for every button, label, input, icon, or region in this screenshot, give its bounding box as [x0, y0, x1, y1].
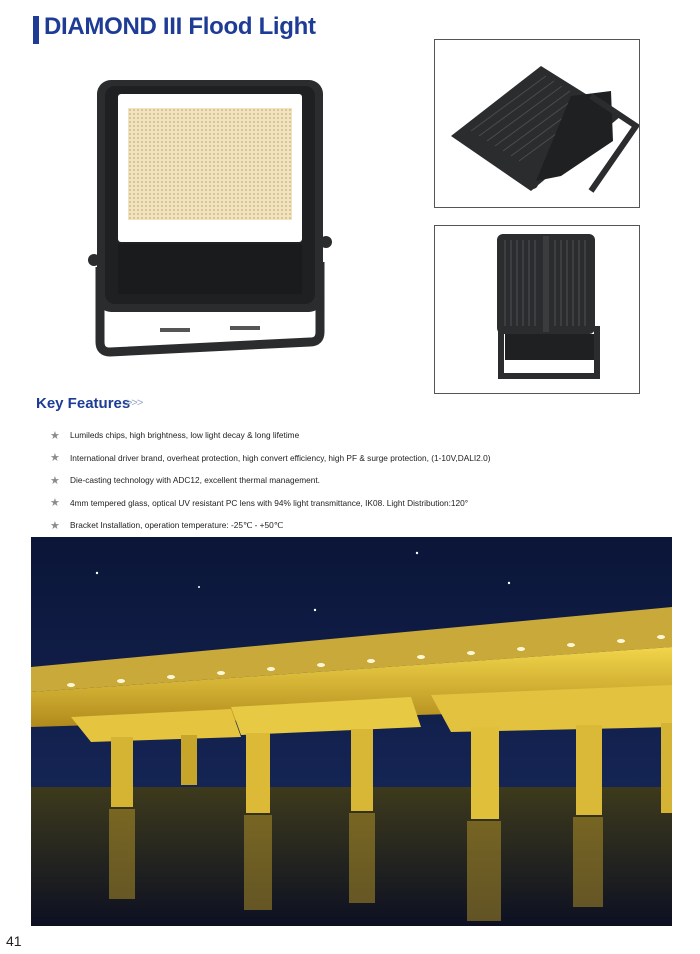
feature-text: 4mm tempered glass, optical UV resistant PC lens with 94% light transmittance, IK08. Light Distribution:120°	[70, 497, 469, 508]
product-back-image	[434, 225, 640, 394]
feature-list	[50, 424, 670, 537]
title-accent-bar	[33, 16, 39, 44]
list-item	[50, 492, 670, 515]
star-icon: ★	[50, 429, 60, 442]
bridge-application-photo	[31, 537, 672, 926]
list-item	[50, 514, 670, 537]
star-icon: ★	[50, 497, 60, 510]
product-angled-image	[434, 39, 640, 208]
page-number: 41	[6, 933, 22, 949]
page-title: DIAMOND III Flood Light	[44, 13, 316, 40]
list-item	[50, 469, 670, 492]
list-item	[50, 447, 670, 470]
star-icon: ★	[50, 519, 60, 532]
list-item	[50, 424, 670, 447]
feature-text: Die-casting technology with ADC12, excellent thermal management.	[70, 475, 320, 486]
product-front-image	[80, 72, 340, 367]
star-icon: ★	[50, 452, 60, 465]
feature-text: Bracket Installation, operation temperature: -25℃ - +50℃	[70, 520, 284, 531]
feature-text: Lumileds chips, high brightness, low light decay & long lifetime	[70, 430, 300, 441]
key-features-heading: Key Features	[36, 395, 131, 412]
star-icon: ★	[50, 474, 60, 487]
chevrons-icon: >>>	[126, 397, 143, 409]
feature-text: International driver brand, overheat protection, high convert efficiency, high PF & surge protection, (1-10V,DALI2.0)	[70, 452, 491, 463]
